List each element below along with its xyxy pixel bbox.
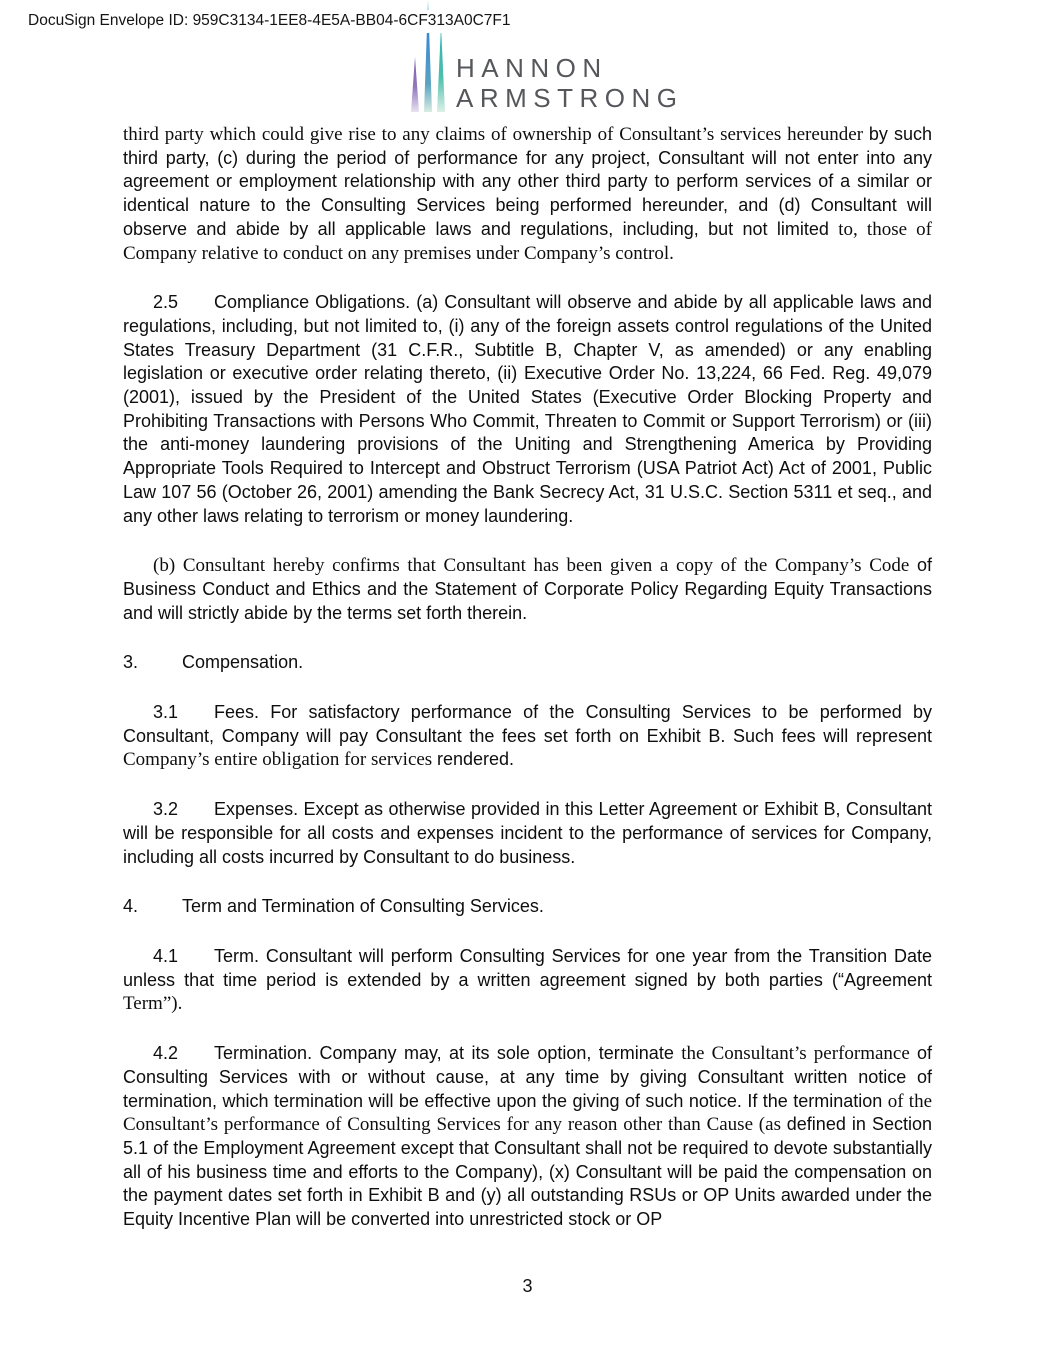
logo-wordmark <box>456 53 684 113</box>
paragraph-text: Term”). <box>123 993 183 1015</box>
paragraph-text: of Business Conduct and Ethics and the Statement of Corporate Policy Regarding Equity Transactions and will strictly abide by the terms set forth therein. <box>123 555 932 623</box>
section-2-5-compliance-obligations <box>123 291 932 528</box>
paragraph-text: defined in Section 5.1 of the Employment Agreement except that Consultant shall not be required to devote substantially all of his business time and efforts to the Company), (x) Consultant will be paid the compensation on the payment dates set forth in Exhibit B and (y) all outstanding RSUs or OP Units awarded under the Equity Incentive Plan will be converted into unrestricted stock or OP <box>123 1114 932 1230</box>
paragraph-text: (b) Consultant hereby confirms that Consultant has been given a copy of the Company’s Code <box>153 555 917 577</box>
paragraph-b-code-of-conduct <box>123 554 932 625</box>
logo-word-armstrong: ARMSTRONG <box>456 83 684 113</box>
page-number: 3 <box>522 1276 533 1296</box>
section-number: 4.1 <box>153 945 179 966</box>
section-number: 4. <box>123 896 139 917</box>
document-body <box>123 123 932 1258</box>
docusign-envelope-id: DocuSign Envelope ID: 959C3134-1EE8-4E5A-BB04-6CF313A0C7F1 <box>28 10 521 33</box>
paragraph-text: to, those of Company relative to conduct on any premises under Company’s control. <box>123 218 932 264</box>
paragraph-text: rendered. <box>436 749 515 770</box>
paragraph-text: Fees. For satisfactory performance of the Consulting Services to be performed by Consultant, Company will pay Consultant the fees set forth on Exhibit B. Such fees will represent <box>123 702 932 746</box>
heading-title: Compensation. <box>182 652 304 673</box>
paragraph-text: third party which could give rise to any claims of ownership of Consultant’s services hereunder <box>123 124 869 145</box>
paragraph-text: Expenses. Except as otherwise provided in this Letter Agreement or Exhibit B, Consultant will be responsible for all costs and expenses incident to the performance of services for Company, including all costs incurred by Consultant to do business. <box>123 799 932 867</box>
section-number: 4.2 <box>153 1043 179 1064</box>
paragraph-continuation <box>123 123 932 265</box>
paragraph-text: Compliance Obligations. (a) Consultant will observe and abide by all applicable laws and regulations, including, but not limited to, (i) any of the foreign assets control regulations of the United States Treasury Department (31 C.F.R., Subtitle B, Chapter V, as amended) or any enabling legislation or executive order relating thereto, (ii) Executive Order No. 13,224, 66 Fed. Reg. 49,079 (2001), issued by the President of the United States (Executive Order Blocking Property and Prohibiting Transactions with Persons Who Commit, Threaten to Commit or Support Terrorism) or (iii) the anti-money laundering provisions of the Uniting and Strengthening America by Providing Appropriate Tools Required to Intercept and Obstruct Terrorism (USA Patriot Act) Act of 2001, Public Law 107 56 (October 26, 2001) amending the Bank Secrecy Act, 31 U.S.C. Section 5311 et seq., and any other laws relating to terrorism or money laundering. <box>123 292 932 526</box>
logo-word-hannon: HANNON <box>456 53 608 83</box>
paragraph-text: Term. Consultant will perform Consulting Services for one year from the Transition Date unless that time period is extended by a written agreement signed by both parties (“Agreement <box>123 945 932 990</box>
section-number: 3.1 <box>153 702 179 723</box>
section-3-1-fees <box>123 701 932 772</box>
paragraph-text: the Consultant’s performance <box>681 1043 917 1065</box>
heading-4-term-and-termination <box>123 895 932 919</box>
heading-3-compensation <box>123 651 932 675</box>
heading-title: Term and Termination of Consulting Services. <box>182 896 544 917</box>
section-number: 2.5 <box>153 292 179 313</box>
paragraph-text: Company’s entire obligation for services <box>123 749 437 771</box>
section-4-1-term <box>123 945 932 1016</box>
paragraph-text: by such third party, (c) during the period of performance for any project, Consultant will not enter into any agreement or employment relationship with any other third party to perform services of a similar or identical nature to the Consulting Services being performed hereunder, and (d) Consultant will observe and abide by all applicable laws and regulations, including, but not limited <box>123 124 932 239</box>
paragraph-text: of Consulting Services with or without cause, at any time by giving Consultant written notice of termination, which termination will be effective upon the giving of such notice. If the termination <box>123 1043 932 1111</box>
paragraph-text: Termination. Company may, at its sole option, terminate <box>214 1043 682 1064</box>
section-3-2-expenses <box>123 798 932 869</box>
paragraph-text: of the Consultant’s performance of Consulting Services for any reason other than Cause (as <box>123 1090 932 1136</box>
section-4-2-termination <box>123 1042 932 1232</box>
section-number: 3.2 <box>153 799 179 820</box>
section-number: 3. <box>123 652 139 673</box>
